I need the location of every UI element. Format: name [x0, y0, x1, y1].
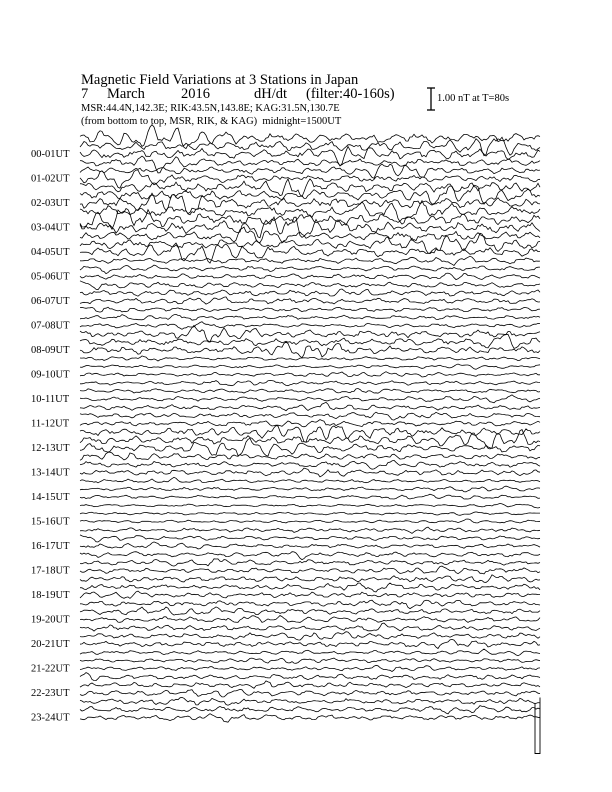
hour-label-20: 20-21UT — [31, 639, 70, 650]
hour-label-7: 07-08UT — [31, 320, 70, 332]
hour-label-18: 18-19UT — [31, 590, 70, 601]
end-marker — [535, 698, 540, 754]
trace-msr-21 — [80, 649, 540, 656]
quantity-label: dH/dt — [254, 86, 288, 102]
trace-kag-7 — [80, 322, 540, 330]
trace-msr-12 — [80, 426, 540, 443]
traces — [80, 125, 540, 723]
chart-title: Magnetic Field Variations at 3 Stations in Japan — [81, 72, 359, 88]
trace-rik-20 — [80, 632, 540, 640]
trace-kag-8 — [80, 342, 540, 358]
hour-label-9: 09-10UT — [31, 369, 70, 381]
trace-rik-6 — [80, 289, 540, 296]
trace-rik-9 — [80, 364, 540, 369]
trace-msr-16 — [80, 527, 540, 533]
hour-label-10: 10-11UT — [31, 394, 70, 405]
trace-kag-20 — [80, 639, 540, 648]
hour-label-23: 23-24UT — [31, 712, 70, 724]
date-year: 2016 — [181, 86, 210, 102]
trace-kag-19 — [80, 616, 540, 623]
trace-msr-8 — [80, 325, 540, 342]
trace-kag-15 — [80, 519, 540, 523]
hour-label-3: 03-04UT — [31, 222, 70, 234]
trace-kag-10 — [80, 395, 540, 403]
trace-kag-11 — [80, 420, 540, 427]
trace-msr-20 — [80, 623, 540, 631]
trace-rik-2 — [80, 185, 540, 204]
trace-rik-7 — [80, 314, 540, 320]
trace-rik-1 — [80, 164, 540, 178]
trace-kag-23 — [80, 714, 540, 723]
trace-kag-21 — [80, 665, 540, 671]
hour-label-14: 14-15UT — [31, 492, 70, 503]
hour-label-13: 13-14UT — [31, 467, 70, 479]
trace-rik-22 — [80, 681, 540, 688]
trace-rik-19 — [80, 607, 540, 615]
hour-label-15: 15-16UT — [31, 516, 70, 528]
trace-msr-10 — [80, 381, 540, 386]
trace-kag-5 — [80, 273, 540, 280]
trace-kag-16 — [80, 542, 540, 549]
hour-label-16: 16-17UT — [31, 541, 70, 552]
trace-kag-13 — [80, 468, 540, 477]
trace-msr-9 — [80, 356, 540, 361]
trace-msr-17 — [80, 552, 540, 560]
trace-rik-14 — [80, 486, 540, 492]
station-order-note: (from bottom to top, MSR, RIK, & KAG) midnight=1500UT — [81, 116, 342, 127]
trace-kag-4 — [80, 243, 540, 263]
trace-rik-17 — [80, 559, 540, 566]
trace-rik-16 — [80, 535, 540, 542]
trace-msr-5 — [80, 256, 540, 265]
trace-rik-3 — [80, 209, 540, 230]
trace-msr-14 — [80, 477, 540, 483]
trace-rik-15 — [80, 512, 540, 515]
trace-kag-2 — [80, 193, 540, 213]
trace-rik-11 — [80, 412, 540, 420]
hour-label-17: 17-18UT — [31, 565, 70, 577]
trace-rik-10 — [80, 389, 540, 394]
trace-msr-15 — [80, 503, 540, 508]
hour-labels — [31, 149, 70, 724]
hour-label-5: 05-06UT — [31, 271, 70, 283]
trace-msr-22 — [80, 673, 540, 681]
hour-label-8: 08-09UT — [31, 345, 70, 356]
trace-rik-23 — [80, 706, 540, 714]
hour-label-22: 22-23UT — [31, 688, 70, 699]
date-day: 7 — [81, 86, 89, 102]
scale-bar — [427, 88, 435, 110]
trace-kag-9 — [80, 372, 540, 377]
trace-kag-14 — [80, 494, 540, 499]
trace-rik-18 — [80, 583, 540, 592]
end-marker-line — [535, 698, 540, 754]
hour-label-2: 02-03UT — [31, 198, 70, 209]
trace-kag-6 — [80, 297, 540, 304]
trace-msr-4 — [80, 227, 540, 242]
hour-label-4: 04-05UT — [31, 247, 70, 258]
hour-label-0: 00-01UT — [31, 149, 70, 160]
trace-rik-21 — [80, 658, 540, 663]
trace-msr-23 — [80, 697, 540, 705]
station-coordinates: MSR:44.4N,142.3E; RIK:43.5N,143.8E; KAG:31.5N,130.7E — [81, 103, 340, 114]
date-month: March — [107, 86, 145, 102]
trace-rik-0 — [80, 137, 540, 156]
hour-label-11: 11-12UT — [31, 418, 70, 430]
trace-kag-22 — [80, 689, 540, 697]
trace-msr-19 — [80, 600, 540, 608]
hour-label-1: 01-02UT — [31, 173, 70, 185]
trace-rik-13 — [80, 460, 540, 469]
trace-msr-6 — [80, 281, 540, 290]
hour-label-21: 21-22UT — [31, 663, 70, 675]
hour-label-19: 19-20UT — [31, 614, 70, 626]
hour-label-6: 06-07UT — [31, 296, 70, 307]
trace-msr-7 — [80, 307, 540, 312]
filter-label: (filter:40-160s) — [306, 86, 395, 102]
trace-msr-18 — [80, 575, 540, 583]
trace-kag-18 — [80, 591, 540, 598]
trace-msr-13 — [80, 452, 540, 460]
trace-msr-11 — [80, 402, 540, 410]
trace-kag-17 — [80, 566, 540, 574]
scale-bar-label: 1.00 nT at T=80s — [437, 93, 510, 104]
hour-label-12: 12-13UT — [31, 443, 70, 454]
trace-rik-5 — [80, 265, 540, 274]
